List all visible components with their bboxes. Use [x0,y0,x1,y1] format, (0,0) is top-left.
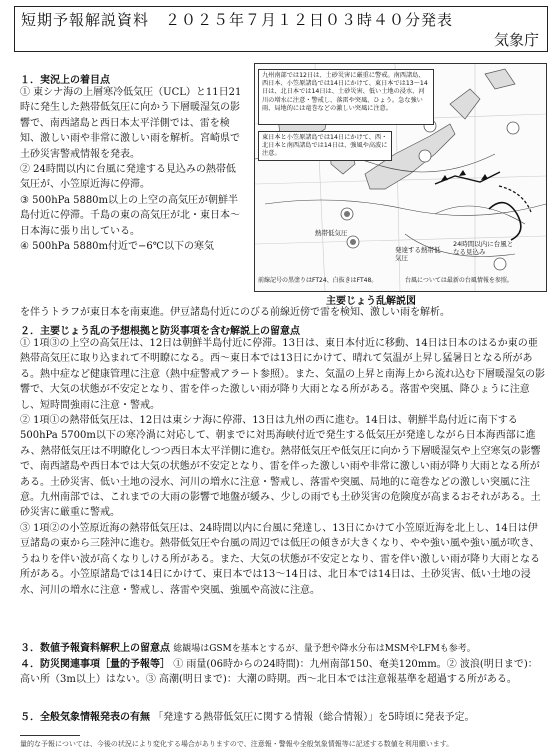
section1-item-1: ① 東シナ海の上層寒冷低気圧（UCL）と11日21時に発生した熱帯低気圧に向かう下層暖湿気の影響で、南西諸島と西日本太平洋側では、雷を検知、激しい雨や非常に激しい雨を解析。宮崎県で土砂災害警戒情報を発表。 [20,87,242,160]
document-title: 短期予報解説資料 ２０２５年７月１２日０３時４０分発表 [21,11,454,29]
map-caption: 主要じょう乱解説図 [326,296,416,307]
section1-body [20,85,245,254]
issuer-name: 気象庁 [493,31,539,49]
section1-item-3: ③ 500hPa 5880m以上の上空の高気圧が朝鮮半島付近に停滞。千島の東の高気圧が北・東日本～日本海に張り出している。 [20,194,240,237]
footnote: 量的な予報については、今後の状況により変化する場合がありますので、注意報・警報や全般気象情報等に記述する数値を利用願います。 [20,740,454,748]
map-note-typhoon-info: 台風については最新の台風情報を参照。 [405,277,513,284]
section4 [20,657,545,688]
section2-item-1: ① 1項③の上空の高気圧は、12日は朝鮮半島付近に停滞。13日は、東日本付近に移動、14日は日本のはるか東の亜熱帯高気圧に取り込まれて不明瞭になる。西～東日本では13日にかけて、晴れて気温が上昇し猛暑日となる所がある。熱中症など健康管理に注意（熱中症警戒アラート参照）。また、気温の上昇と南海上から流れ込む下層暖湿気の影響で、大気の状態が不安定となり、雷を伴った激しい雨が降り大雨となる所がある。落雷や突風、降ひょうに注意し、短時間強雨に注意・警戒。 [20,338,545,411]
label-developing-td: 発達する熱帯低気圧 [395,246,441,262]
map-callout-wind-waves: 東日本と小笠原諸島では14日にかけて、西・北日本と南西諸島では14日は、強風や高波に注意。 [258,131,392,161]
map-callout-heavy-rain: 九州南部では12日は、土砂災害に厳重に警戒。南西諸島、西日本、小笠原諸島では14日にかけて、東日本では13～14日は、北日本では14日は、土砂災害、低い土地の浸水、河川の増水に注意・警戒し、落雷や突風、ひょう。急な強い雨、局地的には竜巻などの激しい突風に注意。 [258,69,434,125]
section5 [20,710,545,725]
section3-text: 総観場はGSMを基本とするが、量予想や降水分布はMSMやLFMも参考。 [173,644,476,654]
section1-heading: １．実況上の着目点 [20,75,110,86]
section1-continuation: を伴うトラフが東日本を南東進。伊豆諸島付近にのびる前線近傍で雷を検知、激しい雨を解析。 [20,307,450,318]
section4-heading: ４．防災関連事項［量的予報等］ [20,659,170,670]
section2-body [20,336,545,598]
disturbance-map [254,63,547,292]
label-tropical-depression: 熱帯低気圧 [315,229,348,237]
label-typhoon-forecast: 24時間以内に台風となる見込み [453,240,514,256]
section3 [20,641,545,657]
map-note-front-symbols: 前線記号の黒塗りはFT24、白抜きはFT48。 [258,277,378,284]
section5-heading: ５．全般気象情報発表の有無 [20,712,150,723]
section1-item-2: ② 24時間以内に台風に発達する見込みの熱帯低気圧が、小笠原近海に停滞。 [20,164,236,191]
section5-text: 「発達する熱帯低気圧に関する情報（総合情報）」を5時頃に発表予定。 [153,712,475,723]
footnote-divider [20,735,80,736]
section1-item-4: ④ 500hPa 5880m付近で−6℃以下の寒気 [20,241,214,253]
section2-item-3: ③ 1項②の小笠原近海の熱帯低気圧は、24時間以内に台風に発達し、13日にかけて小笠原近海を北上し、14日は伊豆諸島の東から三陸沖に進む。熱帯低気圧や台風の周辺では低圧の傾きが大きくなり、やや強い風や強い風が吹き、うねりを伴い波が高くなりしける所がある。また、大気の状態が不安定となり、雷を伴い激しい雨が降り大雨となる所がある。小笠原諸島では14日にかけて、東日本では13～14日は、北日本では14日は、土砂災害、低い土地の浸水、河川の増水に注意・警戒し、落雷や突風、強風や高波に注意。 [20,522,540,596]
section4-text: ① 雨量(06時からの24時間)：九州南部150、奄美120mm。② 波浪(明日まで)：高い所（3m以上）はない。③ 高潮(明日まで)：大潮の時期。西～北日本では注意報基準を超過する所がある。 [20,659,538,686]
section2-item-2: ② 1項①の熱帯低気圧は、12日は東シナ海に停滞、13日は九州の西に進む。14日は、朝鮮半島付近に南下する500hPa 5700m以下の寒冷渦に対応して、朝までに対馬海峡付近で発生する低気圧が発達しながら日本海西部に進み、熱帯低気圧は不明瞭化しつつ西日本太平洋側に進む。熱帯低気圧や低気圧に向かう下層暖湿気や上空寒気の影響で、南西諸島や西日本では大気の状態が不安定となり、雷を伴った激しい雨や非常に激しい雨が降り大雨となる所がある。土砂災害、低い土地の浸水、河川の増水に注意・警戒し、落雷や突風、局地的に竜巻などの激しい突風に注意。九州南部では、これまでの大雨の影響で地盤が緩み、少しの雨でも土砂災害の危険度が高まるおそれがある。土砂災害に厳重に警戒。 [20,415,541,519]
section2-heading: ２．主要じょう乱の予想根拠と防災事項を含む解説上の留意点 [20,326,300,337]
section3-heading: ３．数値予報資料解釈上の留意点 [20,643,170,654]
document-header [14,6,548,52]
